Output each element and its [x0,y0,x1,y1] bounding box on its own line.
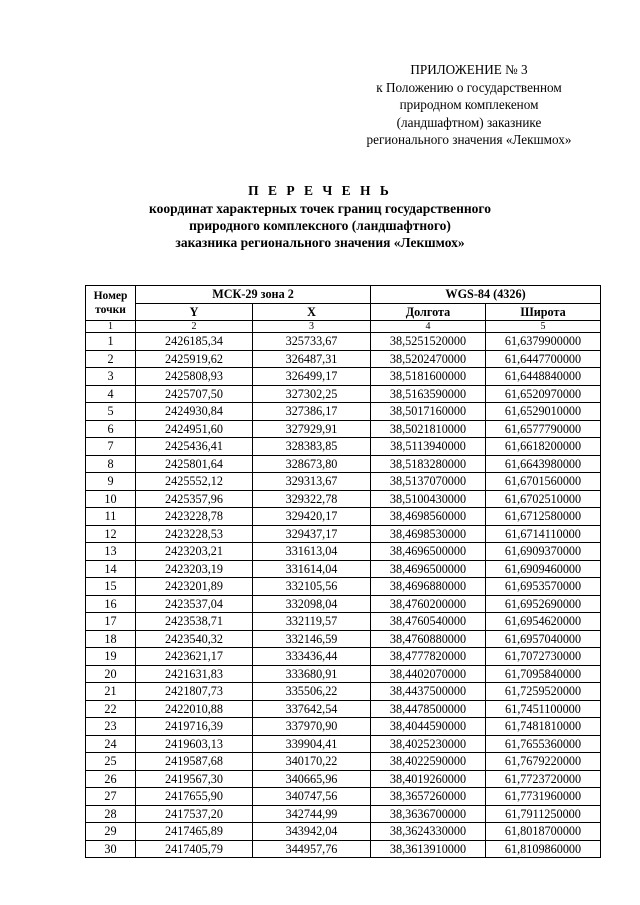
document-title: П Е Р Е Ч Е Н Ь [248,183,392,198]
table-row [86,420,601,438]
longitude-column-header: Долгота [371,303,486,321]
longitude-value: 38,5100430000 [371,490,486,508]
table-row [86,840,601,858]
point-number: 24 [86,735,136,753]
x-value: 332098,04 [253,595,371,613]
y-value: 2425552,12 [136,473,253,491]
longitude-value: 38,3636700000 [371,805,486,823]
point-number: 27 [86,788,136,806]
latitude-value: 61,6701560000 [486,473,601,491]
latitude-value: 61,7911250000 [486,805,601,823]
point-number: 22 [86,700,136,718]
x-value: 326499,17 [253,368,371,386]
latitude-value: 61,6448840000 [486,368,601,386]
point-number: 16 [86,595,136,613]
x-value: 340747,56 [253,788,371,806]
y-value: 2417537,20 [136,805,253,823]
y-value: 2417465,89 [136,823,253,841]
latitude-value: 61,7723720000 [486,770,601,788]
table-row [86,788,601,806]
x-value: 332105,56 [253,578,371,596]
y-value: 2419716,39 [136,718,253,736]
table-row [86,403,601,421]
appendix-title: ПРИЛОЖЕНИЕ № 3 [410,62,528,77]
y-value: 2424951,60 [136,420,253,438]
longitude-value: 38,4698530000 [371,525,486,543]
y-value: 2425919,62 [136,350,253,368]
latitude-value: 61,6643980000 [486,455,601,473]
column-index: 5 [486,321,601,333]
longitude-value: 38,3613910000 [371,840,486,858]
document-subtitle-line: координат характерных точек границ государственного [149,201,491,216]
longitude-value: 38,5183280000 [371,455,486,473]
table-row [86,525,601,543]
column-index: 1 [86,321,136,333]
y-value: 2426185,34 [136,333,253,351]
longitude-value: 38,4019260000 [371,770,486,788]
x-value: 327929,91 [253,420,371,438]
longitude-value: 38,4025230000 [371,735,486,753]
point-number: 14 [86,560,136,578]
x-value: 327386,17 [253,403,371,421]
longitude-value: 38,4696500000 [371,560,486,578]
y-column-header: Y [136,303,253,321]
x-value: 337970,90 [253,718,371,736]
point-number: 9 [86,473,136,491]
longitude-value: 38,5163590000 [371,385,486,403]
latitude-value: 61,6714110000 [486,525,601,543]
longitude-value: 38,4696500000 [371,543,486,561]
table-row [86,753,601,771]
table-row [86,438,601,456]
latitude-value: 61,6379900000 [486,333,601,351]
table-row [86,473,601,491]
latitude-value: 61,6529010000 [486,403,601,421]
table-subheader-row [86,303,601,321]
latitude-value: 61,7655360000 [486,735,601,753]
x-value: 332146,59 [253,630,371,648]
latitude-value: 61,7731960000 [486,788,601,806]
latitude-value: 61,6909370000 [486,543,601,561]
longitude-value: 38,4698560000 [371,508,486,526]
y-value: 2422010,88 [136,700,253,718]
table-row [86,700,601,718]
y-value: 2425436,41 [136,438,253,456]
longitude-value: 38,4402070000 [371,665,486,683]
x-value: 325733,67 [253,333,371,351]
appendix-note [340,61,598,149]
point-number: 3 [86,368,136,386]
longitude-value: 38,4044590000 [371,718,486,736]
appendix-line: природном комплекеном [399,97,539,112]
longitude-value: 38,5251520000 [371,333,486,351]
x-value: 329437,17 [253,525,371,543]
point-number: 8 [86,455,136,473]
table-row [86,735,601,753]
latitude-value: 61,6702510000 [486,490,601,508]
x-column-header: X [253,303,371,321]
latitude-value: 61,6618200000 [486,438,601,456]
latitude-value: 61,6520970000 [486,385,601,403]
latitude-value: 61,7259520000 [486,683,601,701]
point-number: 30 [86,840,136,858]
longitude-value: 38,4760880000 [371,630,486,648]
latitude-value: 61,7451100000 [486,700,601,718]
x-value: 328383,85 [253,438,371,456]
point-number: 20 [86,665,136,683]
longitude-value: 38,5021810000 [371,420,486,438]
latitude-value: 61,6712580000 [486,508,601,526]
point-number: 4 [86,385,136,403]
msk-header: МСК-29 зона 2 [136,286,371,304]
document-subtitle-line: природного комплексного (ландшафтного) [189,218,451,233]
y-value: 2421807,73 [136,683,253,701]
latitude-value: 61,7481810000 [486,718,601,736]
column-index: 2 [136,321,253,333]
table-row [86,455,601,473]
point-number: 19 [86,648,136,666]
y-value: 2419587,68 [136,753,253,771]
y-value: 2417655,90 [136,788,253,806]
point-number: 13 [86,543,136,561]
point-number: 23 [86,718,136,736]
appendix-line: регионального значения «Лекшмох» [366,132,572,147]
point-number: 11 [86,508,136,526]
longitude-value: 38,5017160000 [371,403,486,421]
y-value: 2419567,30 [136,770,253,788]
longitude-value: 38,4760200000 [371,595,486,613]
latitude-value: 61,7679220000 [486,753,601,771]
point-number: 1 [86,333,136,351]
y-value: 2421631,83 [136,665,253,683]
x-value: 339904,41 [253,735,371,753]
table-row [86,543,601,561]
latitude-value: 61,6577790000 [486,420,601,438]
y-value: 2425357,96 [136,490,253,508]
x-value: 335506,22 [253,683,371,701]
table-row [86,333,601,351]
point-number: 21 [86,683,136,701]
latitude-value: 61,8109860000 [486,840,601,858]
table-row [86,648,601,666]
longitude-value: 38,4478500000 [371,700,486,718]
table-row [86,560,601,578]
latitude-value: 61,6909460000 [486,560,601,578]
longitude-value: 38,5137070000 [371,473,486,491]
table-row [86,350,601,368]
x-value: 329322,78 [253,490,371,508]
coordinates-body [86,333,601,858]
x-value: 344957,76 [253,840,371,858]
x-value: 328673,80 [253,455,371,473]
point-number: 17 [86,613,136,631]
table-row [86,578,601,596]
y-value: 2423537,04 [136,595,253,613]
point-number: 28 [86,805,136,823]
y-value: 2425801,64 [136,455,253,473]
latitude-value: 61,6954620000 [486,613,601,631]
x-value: 340170,22 [253,753,371,771]
longitude-value: 38,5181600000 [371,368,486,386]
latitude-value: 61,6953570000 [486,578,601,596]
table-row [86,683,601,701]
point-number: 10 [86,490,136,508]
column-index: 4 [371,321,486,333]
y-value: 2423538,71 [136,613,253,631]
column-index-row [86,321,601,333]
document-heading [0,182,640,251]
table-row [86,630,601,648]
y-value: 2423203,21 [136,543,253,561]
longitude-value: 38,4437500000 [371,683,486,701]
longitude-value: 38,4696880000 [371,578,486,596]
table-row [86,508,601,526]
latitude-value: 61,7095840000 [486,665,601,683]
longitude-value: 38,5113940000 [371,438,486,456]
x-value: 329420,17 [253,508,371,526]
table-row [86,385,601,403]
latitude-column-header: Широта [486,303,601,321]
y-value: 2423540,32 [136,630,253,648]
point-number: 25 [86,753,136,771]
y-value: 2425808,93 [136,368,253,386]
longitude-value: 38,4760540000 [371,613,486,631]
appendix-line: (ландшафтном) заказнике [396,114,542,130]
y-value: 2423621,17 [136,648,253,666]
table-row [86,805,601,823]
table-row [86,490,601,508]
x-value: 333436,44 [253,648,371,666]
x-value: 327302,25 [253,385,371,403]
x-value: 331613,04 [253,543,371,561]
latitude-value: 61,6447700000 [486,350,601,368]
y-value: 2417405,79 [136,840,253,858]
y-value: 2423203,19 [136,560,253,578]
x-value: 326487,31 [253,350,371,368]
longitude-value: 38,4777820000 [371,648,486,666]
point-number: 7 [86,438,136,456]
table-row [86,613,601,631]
point-number: 5 [86,403,136,421]
longitude-value: 38,3624330000 [371,823,486,841]
x-value: 329313,67 [253,473,371,491]
x-value: 332119,57 [253,613,371,631]
x-value: 331614,04 [253,560,371,578]
table-row [86,665,601,683]
y-value: 2424930,84 [136,403,253,421]
table-row [86,595,601,613]
point-number: 12 [86,525,136,543]
column-index: 3 [253,321,371,333]
x-value: 333680,91 [253,665,371,683]
x-value: 337642,54 [253,700,371,718]
point-number: 26 [86,770,136,788]
longitude-value: 38,3657260000 [371,788,486,806]
table-row [86,368,601,386]
longitude-value: 38,4022590000 [371,753,486,771]
point-number: 6 [86,420,136,438]
x-value: 340665,96 [253,770,371,788]
latitude-value: 61,6957040000 [486,630,601,648]
latitude-value: 61,6952690000 [486,595,601,613]
y-value: 2423228,78 [136,508,253,526]
latitude-value: 61,7072730000 [486,648,601,666]
longitude-value: 38,5202470000 [371,350,486,368]
appendix-line: к Положению о государственном [376,79,562,95]
point-number: 18 [86,630,136,648]
coordinates-table [85,285,601,858]
y-value: 2419603,13 [136,735,253,753]
table-row [86,718,601,736]
table-header-row [86,286,601,304]
latitude-value: 61,8018700000 [486,823,601,841]
y-value: 2423201,89 [136,578,253,596]
table-row [86,823,601,841]
y-value: 2423228,53 [136,525,253,543]
wgs-header: WGS-84 (4326) [371,286,601,304]
table-row [86,770,601,788]
point-number-header: Номер точки [86,286,136,321]
point-number: 15 [86,578,136,596]
x-value: 343942,04 [253,823,371,841]
point-number: 29 [86,823,136,841]
point-number: 2 [86,350,136,368]
x-value: 342744,99 [253,805,371,823]
document-subtitle-line: заказника регионального значения «Лекшмох» [175,235,465,250]
y-value: 2425707,50 [136,385,253,403]
